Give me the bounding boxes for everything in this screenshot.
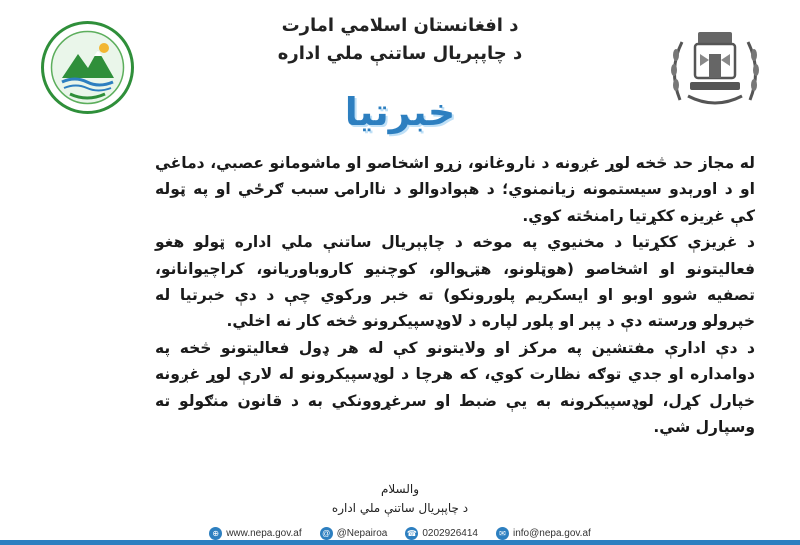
bottom-bar [0,540,800,545]
body-paragraph-1: له مجاز حد څخه لوړ غږونه د ناروغانو، زړو اشخاصو او ماشومانو عصبي، دماغي او د اورېدو سیستمونه زیانمنوي؛ د هېوادوالو د ناارامۍ سبب ګرځي او په ټوله کې غږیزه ککړتیا رامنځته کوي. [155,154,755,225]
footer-social-text: @Nepairoa [336,528,388,539]
footer-email-text: info@nepa.gov.af [512,528,591,539]
footer-social[interactable] [320,527,388,540]
social-icon: @ [320,527,333,540]
email-icon: ✉ [496,527,509,540]
closing [290,480,510,518]
header-line-agency: د چاپېریال ساتنې ملي اداره [277,43,523,64]
phone-icon: ☎ [406,529,417,538]
notice-title: خبرتیا [344,90,456,134]
notice-body [155,150,755,440]
body-paragraph-3: د دې ادارې مفتشین په مرکز او ولایتونو کې له هر ډول فعالیتونو څخه په دوامداره او جدي توګه نظارت کوي، که هرچا د لوډسپیکرونو له لارې لوړ غږونه خپارل کړل، لوډسپیکرونه به یې ضبط او سرغړوونکي به د قانون منګولو ته وسپارل شي. [155,338,755,437]
footer-email[interactable] [496,527,591,540]
header-line-emirate: د افغانستان اسلامي امارت [281,15,519,36]
footer-phone-text: 0202926414 [422,528,478,539]
footer-website-text: www.nepa.gov.af [226,528,302,539]
body-paragraph-2: د غږیزې ککړتیا د مخنیوي په موخه د چاپېریال ساتنې ملي اداره ټولو هغو فعالیتونو او اشخاصو (هوټلونو، هټۍوالو، کوچنیو کاروباوریانو، کراچیوانانو، تصفیه شوو اوبو او ایسکریم پلورونکو) ته خبر ورکوي چې د دې خبرتیا له خپرولو ورسته دې د پېر او پلور لپاره د لاوډسپیکرونو څخه کار نه اخلي. [155,233,755,331]
footer-phone[interactable] [405,527,478,540]
emirate-emblem-icon [660,20,770,120]
nepa-logo-icon [40,20,135,115]
closing-salutation: والسلام [380,482,420,496]
footer-website[interactable] [209,527,301,540]
closing-signature: د چاپېریال ساتنې ملي اداره [331,501,469,515]
globe-icon: ⊕ [209,527,222,540]
header [150,12,650,68]
